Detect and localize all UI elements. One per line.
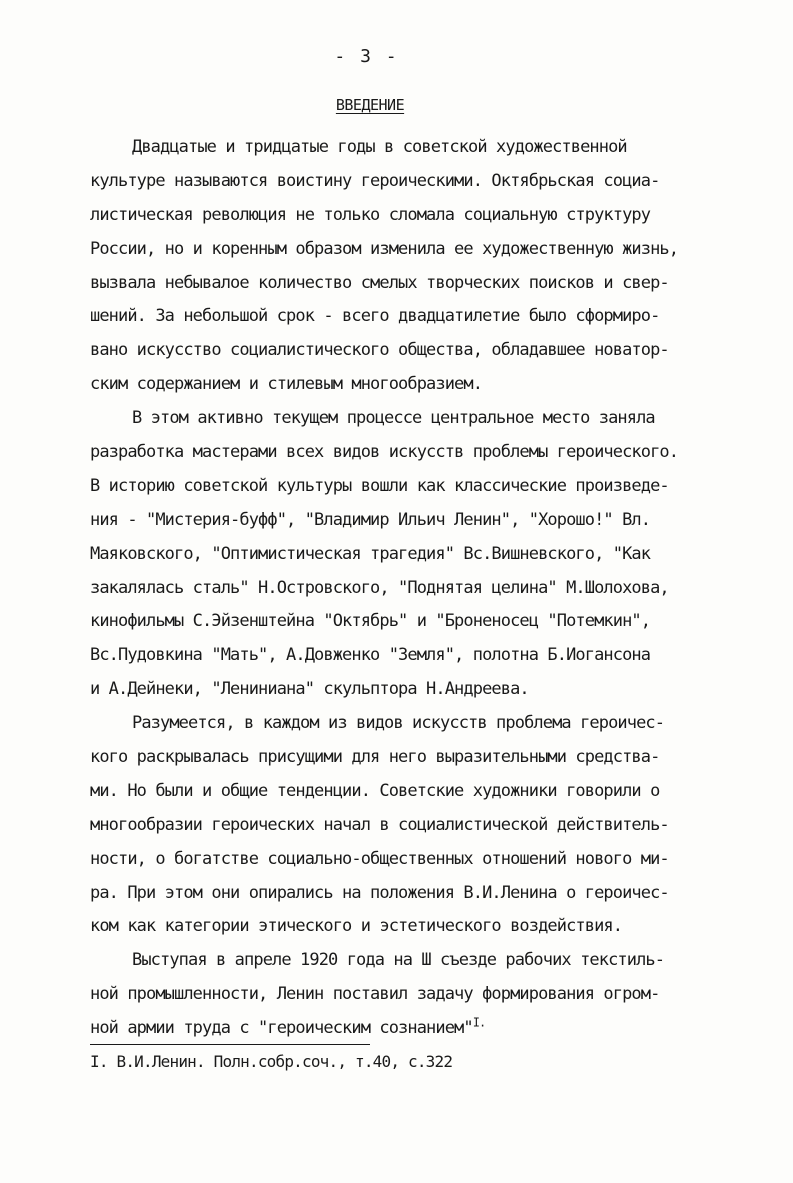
footnote-text: I. В.И.Ленин. Полн.собр.соч., т.40, с.322 (90, 1052, 453, 1071)
paragraph-3 (90, 707, 750, 944)
paragraph-2 (90, 402, 750, 707)
text-line: и А.Дейнеки, "Лениниана" скульптора Н.Андреева. (90, 679, 529, 700)
section-heading: ВВЕДЕНИЕ (335, 96, 405, 114)
text-line: многообразии героических начал в социалистической действитель- (90, 814, 669, 835)
text-line: кого раскрывалась присущими для него выразительными средства- (90, 747, 660, 768)
text-line: В этом активно текущем процессе центральное место заняла (132, 408, 655, 429)
text-line-with-footnote (90, 1012, 750, 1046)
footnote-marker[interactable]: I. (472, 1015, 486, 1030)
text-line: ной промышленности, Ленин поставил задачу формирования огром- (90, 984, 660, 1005)
text-line: ной армии труда с "героическим сознанием" (90, 1018, 473, 1039)
text-line: В историю советской культуры вошли как классические произведе- (90, 475, 669, 496)
text-line: вызвала небывалое количество смелых творческих поисков и свер- (90, 272, 669, 293)
footnote-divider (90, 1044, 370, 1045)
paragraph-1 (90, 131, 750, 402)
text-line: Двадцатые и тридцатые годы в советской художественной (132, 137, 627, 157)
text-line: ности, о богатстве социально-общественных отношений нового ми- (90, 848, 669, 869)
text-line: разработка мастерами всех видов искусств проблемы героического. (90, 442, 679, 463)
text-line: листическая революция не только сломала социальную структуру (90, 204, 651, 225)
text-line: Вс.Пудовкина "Мать", А.Довженко "Земля", полотна Б.Иогансона (90, 645, 651, 666)
paragraph-4 (90, 944, 750, 1046)
body-text (90, 131, 750, 1046)
text-line: шений. За небольшой срок - всего двадцатилетие было сформиро- (90, 306, 660, 327)
text-line: кинофильмы С.Эйзенштейна "Октябрь" и "Броненосец "Потемкин", (90, 611, 651, 632)
text-line: ра. При этом они опирались на положения В.И.Ленина о героичес- (90, 882, 669, 903)
text-line: закалялась сталь" Н.Островского, "Поднятая целина" М.Шолохова, (90, 577, 669, 598)
text-line: ским содержанием и стилевым многообразием. (90, 374, 483, 395)
text-line: России, но и коренным образом изменила ее художественную жизнь, (90, 238, 679, 259)
text-line: культуре называются воистину героическими. Октябрьская социа- (90, 170, 660, 191)
page-number: - 3 - (334, 46, 399, 67)
text-line: ми. Но были и общие тенденции. Советские художники говорили о (90, 780, 660, 801)
text-line: ния - "Мистерия-буфф", "Владимир Ильич Ленин", "Хорошо!" Вл. (90, 509, 651, 530)
text-line: Выступая в апреле 1920 года на Ш съезде рабочих текстиль- (132, 950, 665, 971)
text-line: Маяковского, "Оптимистическая трагедия" Вс.Вишневского, "Как (90, 543, 651, 564)
text-line: вано искусство социалистического общества, обладавшее новатор- (90, 340, 669, 361)
text-line: ком как категории этического и эстетического воздействия. (90, 916, 623, 937)
text-line: Разумеется, в каждом из видов искусств проблема героичес- (132, 713, 665, 734)
